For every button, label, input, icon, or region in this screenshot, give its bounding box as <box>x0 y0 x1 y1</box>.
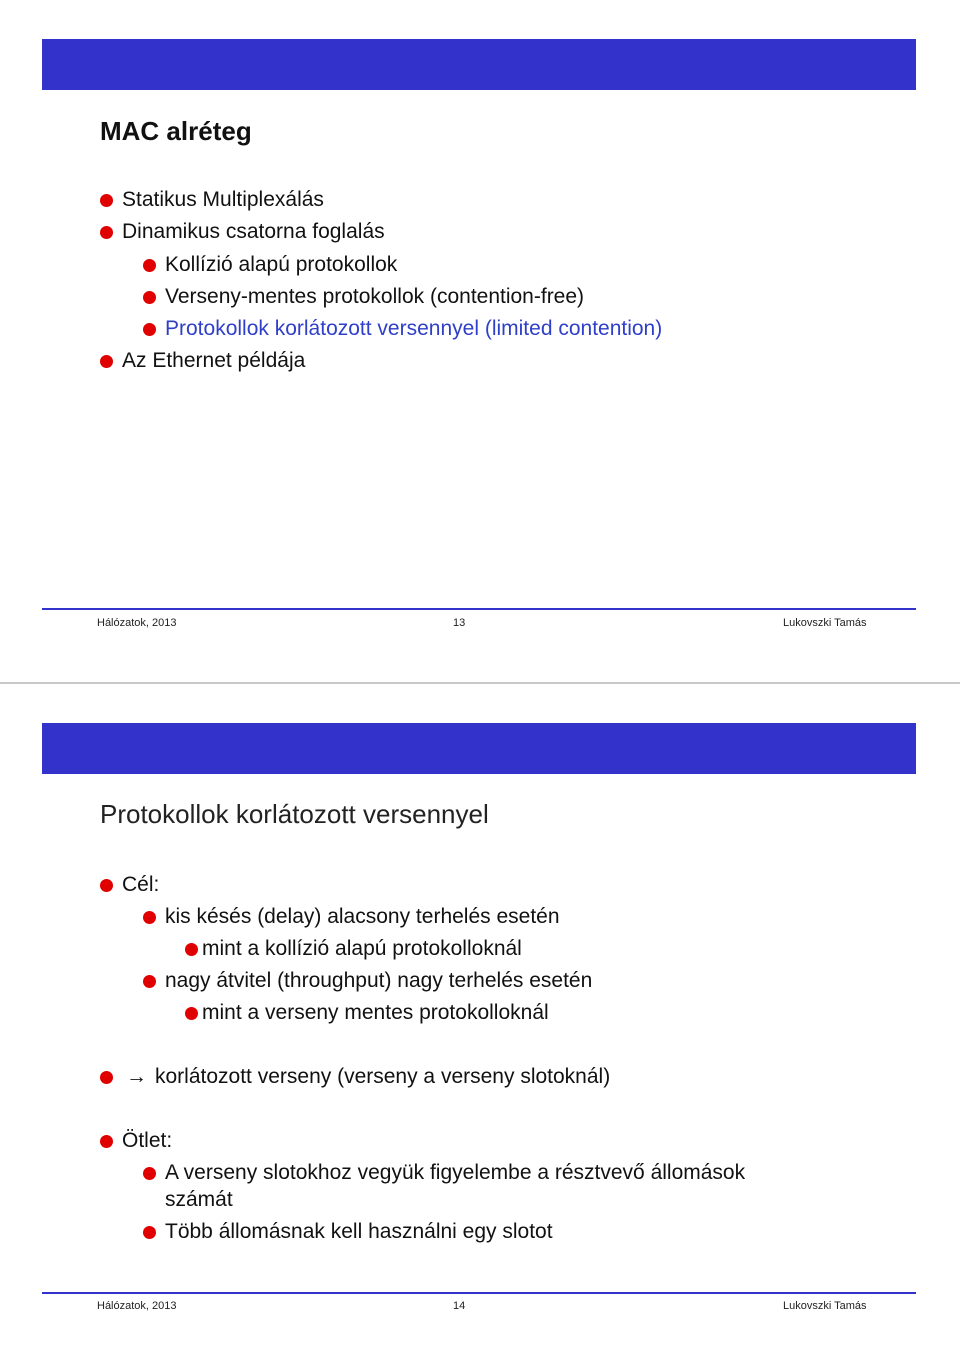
red-dot-icon <box>100 1135 113 1148</box>
right-arrow-icon: → <box>126 1065 147 1088</box>
header-bar <box>42 723 916 774</box>
list-item-text <box>126 1064 610 1090</box>
list-item-text: Protokollok korlátozott versennyel (limited contention) <box>165 317 663 340</box>
list-item-text: Kollízió alapú protokollok <box>165 253 398 276</box>
list-item-text: nagy átvitel (throughput) nagy terhelés esetén <box>165 969 593 992</box>
list-item-text: Cél: <box>122 873 160 896</box>
red-dot-icon <box>143 1226 156 1239</box>
list-item-text: Ötlet: <box>122 1129 173 1152</box>
list-item-text: Több állomásnak kell használni egy slotot <box>165 1220 553 1243</box>
footer-author: Lukovszki Tamás <box>783 617 867 629</box>
red-dot-icon <box>100 879 113 892</box>
red-dot-icon <box>100 194 113 207</box>
red-dot-icon <box>100 1071 113 1084</box>
footer-divider <box>42 608 916 610</box>
list-item-text: Az Ethernet példája <box>122 349 306 372</box>
list-item-text: kis késés (delay) alacsony terhelés esetén <box>165 905 560 928</box>
list-item-text: Verseny-mentes protokollok (contention-free) <box>165 285 585 308</box>
page-number: 13 <box>453 617 466 629</box>
list-item-text: mint a kollízió alapú protokolloknál <box>202 937 522 960</box>
red-dot-icon <box>143 291 156 304</box>
red-dot-icon <box>143 911 156 924</box>
list-item-text: Dinamikus csatorna foglalás <box>122 220 385 243</box>
red-dot-icon <box>100 226 113 239</box>
list-item-text: A verseny slotokhoz vegyük figyelembe a résztvevő állomások <box>165 1161 746 1184</box>
red-dot-icon <box>143 1167 156 1180</box>
red-dot-icon <box>143 975 156 988</box>
footer-author: Lukovszki Tamás <box>783 1300 867 1312</box>
list-item-label: korlátozott verseny (verseny a verseny slotoknál) <box>155 1065 611 1088</box>
slide-title: Protokollok korlátozott versennyel <box>100 799 489 829</box>
list-item-text: mint a verseny mentes protokolloknál <box>202 1001 549 1024</box>
footer-course: Hálózatok, 2013 <box>97 1300 177 1312</box>
footer-divider <box>42 1292 916 1294</box>
page-number: 14 <box>453 1300 466 1312</box>
slide-title: MAC alréteg <box>100 116 252 146</box>
red-dot-icon <box>143 323 156 336</box>
list-item-text: számát <box>165 1188 233 1211</box>
slide-13 <box>0 0 960 682</box>
red-dot-icon <box>185 943 198 956</box>
slide-14 <box>0 684 960 1367</box>
header-bar <box>42 39 916 90</box>
red-dot-icon <box>143 259 156 272</box>
footer-course: Hálózatok, 2013 <box>97 617 177 629</box>
red-dot-icon <box>100 355 113 368</box>
red-dot-icon <box>185 1007 198 1020</box>
list-item-text: Statikus Multiplexálás <box>122 188 324 211</box>
